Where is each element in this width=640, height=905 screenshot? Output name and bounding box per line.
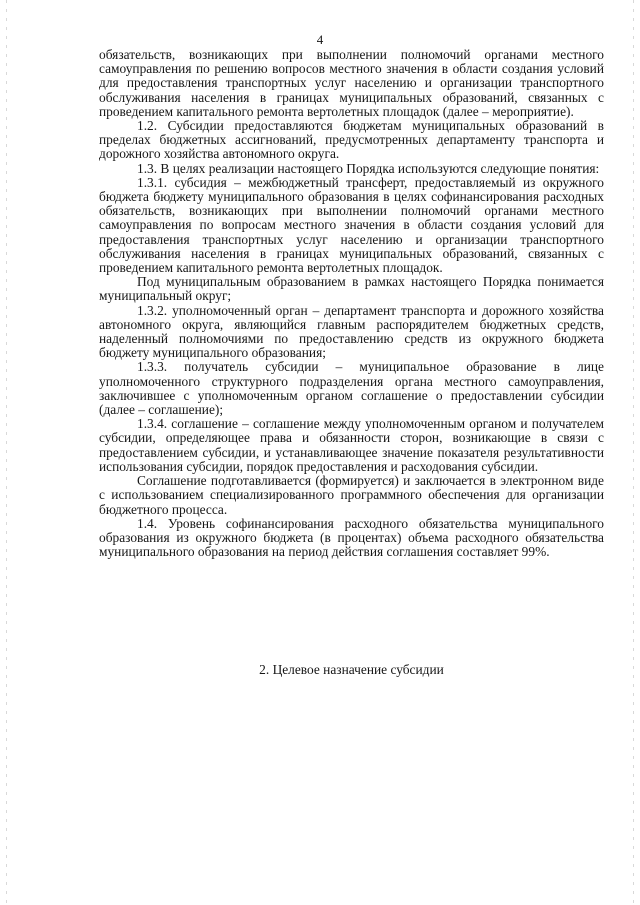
paragraph-1-3: 1.3. В целях реализации настоящего Порядка используются следующие понятия: (137, 160, 600, 176)
paragraph-1-3-2: 1.3.2. уполномоченный орган – департамент транспорта и дорожного хозяйства автономного округа, являющийся главным распорядителем бюджетных средств, наделенный полномочиями по предоставлению средств из окружного бюджета бюджету муниципального образования; (99, 302, 604, 361)
paragraph-1-3-3: 1.3.3. получатель субсидии – муниципальное образование в лице уполномоченного структурного подразделения органа местного самоуправления, заключившее с уполномоченным органом соглашение о предоставлении субсидии (далее – соглашение); (99, 359, 604, 418)
paragraph-1-2: 1.2. Субсидии предоставляются бюджетам муниципальных образований в пределах бюджетных ассигнований, предусмотренных департаменту транспорта и дорожного хозяйства автономного округа. (99, 118, 604, 162)
paragraph-continuation: обязательств, возникающих при выполнении полномочий органами местного самоуправления по решению вопросов местного значения в области создания условий для предоставления транспортных услуг населению и организации транспортного обслуживания населения в границах муниципальных образований, связанных с проведением капитального ремонта вертолетных площадок (далее – мероприятие). (99, 47, 604, 119)
scan-edge-left (6, 0, 7, 905)
paragraph-agreement-electronic: Соглашение подготавливается (формируется) и заключается в электронном виде с использованием специализированного программного обеспечения для организации бюджетного процесса. (99, 473, 604, 517)
scan-edge-right (633, 0, 634, 905)
paragraph-1-3-1: 1.3.1. субсидия – межбюджетный трансферт, предоставляемый из окружного бюджета бюджету муниципального образования в целях софинансирования расходных обязательств, возникающих при выполнении полномочий органами местного самоуправления по вопросам местного значения в области создания условий для предоставления транспортных услуг населению и организации транспортного обслуживания населения в границах муниципальных образований, связанных с проведением капитального ремонта вертолетных площадок. (99, 174, 604, 276)
page-number: 4 (316, 32, 324, 47)
paragraph-1-3-4: 1.3.4. соглашение – соглашение между уполномоченным органом и получателем субсидии, определяющее права и обязанности сторон, возникающие в связи с предоставлением субсидии, и устанавливающее значение показателя результативности использования субсидии, порядок предоставления и расходования субсидии. (99, 416, 604, 474)
paragraph-municipal-definition: Под муниципальным образованием в рамках настоящего Порядка понимается муниципальный округ; (99, 274, 604, 304)
document-body (99, 48, 604, 559)
paragraph-1-4: 1.4. Уровень софинансирования расходного обязательства муниципального образования из окружного бюджета (в процентах) объема расходного обязательства муниципального образования на период действия соглашения составляет 99%. (99, 515, 604, 560)
section-heading: 2. Целевое назначение субсидии (259, 662, 444, 677)
